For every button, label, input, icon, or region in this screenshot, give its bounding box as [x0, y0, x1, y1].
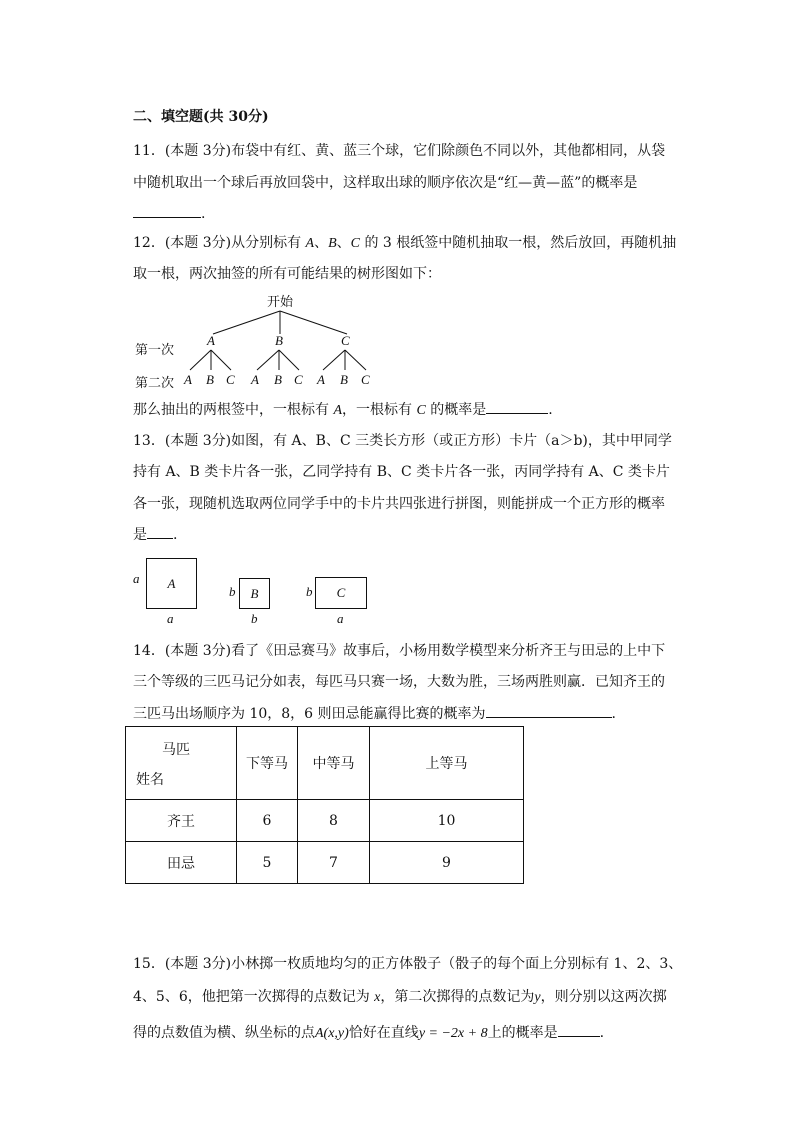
- q15-line1: 15．(本题 3分)小林掷一枚质地均匀的正方体骰子（骰子的每个面上分别标有 1、2、3、: [133, 956, 683, 972]
- header-high: 上等马: [370, 727, 524, 800]
- q12-line3: [133, 399, 553, 421]
- q11-answer-blank[interactable]: [133, 203, 201, 218]
- cell: 6: [237, 800, 298, 842]
- table-row: [126, 842, 524, 884]
- q11-answer-line: [133, 203, 205, 224]
- tree-second-9: C: [361, 372, 370, 387]
- q12-line3-c: 的概率是: [425, 402, 487, 418]
- table-corner: [126, 727, 237, 800]
- card-c-bottom-label: a: [337, 611, 344, 626]
- tree-second-4: A: [251, 372, 259, 387]
- q15-equation: y = −2x + 8: [418, 1026, 488, 1041]
- tree-second-5: B: [274, 372, 282, 387]
- card-a-label: A: [167, 575, 176, 591]
- header-mid: 中等马: [298, 727, 370, 800]
- q12-line3-var-a: A: [333, 403, 343, 418]
- row-name-tianji: 田忌: [126, 842, 237, 884]
- q14-answer-blank[interactable]: [486, 703, 612, 718]
- q15-line3: [133, 1022, 604, 1044]
- q12-line3-var-c: C: [416, 403, 426, 418]
- card-b: [239, 578, 270, 609]
- row-name-qiwang: 齐王: [126, 800, 237, 842]
- tree-second-6: C: [294, 372, 303, 387]
- table-row: [126, 800, 524, 842]
- tree-second-7: A: [317, 372, 325, 387]
- corner-top: 马匹: [162, 742, 190, 758]
- q15-answer-blank[interactable]: [558, 1022, 600, 1037]
- q11-end: .: [201, 206, 206, 222]
- tree-second-8: B: [340, 372, 348, 387]
- q12-var-b: B: [328, 236, 337, 251]
- q12-sep2: 、: [336, 235, 351, 251]
- q13-line3: 各一张，现随机选取两位同学手中的卡片共四张进行拼图，则能拼成一个正方形的概率: [133, 496, 665, 512]
- tree-first-label: 第一次: [135, 343, 175, 358]
- cell: 8: [298, 800, 370, 842]
- q15-line2-a: 4、5、6，他把第一次掷得的点数记为: [133, 989, 375, 1005]
- tree-second-1: A: [184, 372, 192, 387]
- q13-answer-blank[interactable]: [147, 524, 173, 539]
- q14-line2: 三个等级的三匹马记分如表，每匹马只赛一场，大数为胜，三场两胜则赢．已知齐王的: [133, 674, 665, 690]
- q12-sep1: 、: [314, 235, 329, 251]
- q12-end: .: [548, 402, 553, 418]
- card-a-side-label: a: [133, 571, 140, 586]
- cell: 9: [370, 842, 524, 884]
- q13-line2: 持有 A、B 类卡片各一张，乙同学持有 B、C 类卡片各一张，丙同学持有 A、C 类卡片: [133, 464, 670, 480]
- horse-score-table: [125, 726, 524, 884]
- q15-line2: [133, 987, 667, 1008]
- tree-second-3: C: [226, 372, 235, 387]
- card-b-side-label: b: [229, 584, 236, 599]
- card-c-label: C: [336, 585, 346, 600]
- q12-line2: 取一根，两次抽签的所有可能结果的树形图如下：: [133, 266, 441, 282]
- card-c: [315, 577, 367, 609]
- q15-line3-a: 得的点数值为横、纵坐标的点: [133, 1025, 315, 1041]
- header-low: 下等马: [237, 727, 298, 800]
- tree-second-label: 第二次: [135, 376, 175, 391]
- q12-answer-blank[interactable]: [486, 399, 548, 414]
- card-b-label: B: [250, 585, 259, 601]
- tree-first-c: C: [341, 333, 350, 348]
- cell: 5: [237, 842, 298, 884]
- q11-line2: 中随机取出一个球后再放回袋中，这样取出球的顺序依次是“红—黄—蓝”的概率是: [133, 175, 638, 191]
- q15-point: A(x,y): [315, 1026, 349, 1041]
- q12-line3-a: 那么抽出的两根签中，一根标有: [133, 402, 334, 418]
- q11-line1: 11．(本题 3分)布袋中有红、黄、蓝三个球，它们除颜色不同以外，其他都相同，从袋: [133, 143, 666, 159]
- card-b-bottom-label: b: [251, 611, 258, 626]
- card-c-side-label: b: [306, 584, 313, 599]
- cell: 10: [370, 800, 524, 842]
- tree-root: 开始: [267, 295, 294, 310]
- q13-line4: [133, 524, 177, 545]
- q15-line3-b: 恰好在直线: [348, 1025, 419, 1041]
- q15-var-x: x: [374, 990, 381, 1005]
- q12-line1-a: 12．(本题 3分)从分别标有: [133, 235, 306, 251]
- q13-line1: 13．(本题 3分)如图，有 A、B、C 三类长方形（或正方形）卡片（a＞b)，其中甲同学: [133, 433, 672, 449]
- q12-line1-b: 的 3 根纸签中随机抽取一根，然后放回，再随机抽: [360, 235, 677, 251]
- q15-var-y: y: [534, 990, 541, 1005]
- q13-end: .: [173, 527, 178, 543]
- tree-second-2: B: [206, 372, 214, 387]
- q15-line3-c: 上的概率是: [487, 1025, 558, 1041]
- q14-line3: [133, 703, 616, 724]
- q14-end: .: [611, 706, 616, 722]
- tree-first-b: B: [275, 333, 283, 348]
- cell: 7: [298, 842, 370, 884]
- card-a-bottom-label: a: [167, 611, 174, 626]
- q12-line3-b: ，一根标有: [342, 402, 417, 418]
- q15-line2-c: ，则分别以这两次掷: [540, 989, 667, 1005]
- q14-line3-text: 三匹马出场顺序为 10，8，6 则田忌能赢得比赛的概率为: [133, 706, 486, 722]
- section-title: 二、填空题(共 30分): [133, 109, 269, 125]
- tree-diagram: [133, 288, 393, 393]
- q12-var-a: A: [305, 236, 315, 251]
- q14-line1: 14．(本题 3分)看了《田忌赛马》故事后，小杨用数学模型来分析齐王与田忌的上中下: [133, 643, 666, 659]
- card-a: [146, 558, 197, 609]
- q15-line2-b: ，第二次掷得的点数记为: [380, 989, 535, 1005]
- q13-line4-text: 是: [133, 527, 147, 543]
- corner-bottom: 姓名: [136, 772, 164, 788]
- q15-end: .: [599, 1025, 605, 1041]
- tree-first-a: A: [207, 333, 215, 348]
- q12-line1: [133, 233, 676, 254]
- q12-var-c: C: [350, 236, 361, 251]
